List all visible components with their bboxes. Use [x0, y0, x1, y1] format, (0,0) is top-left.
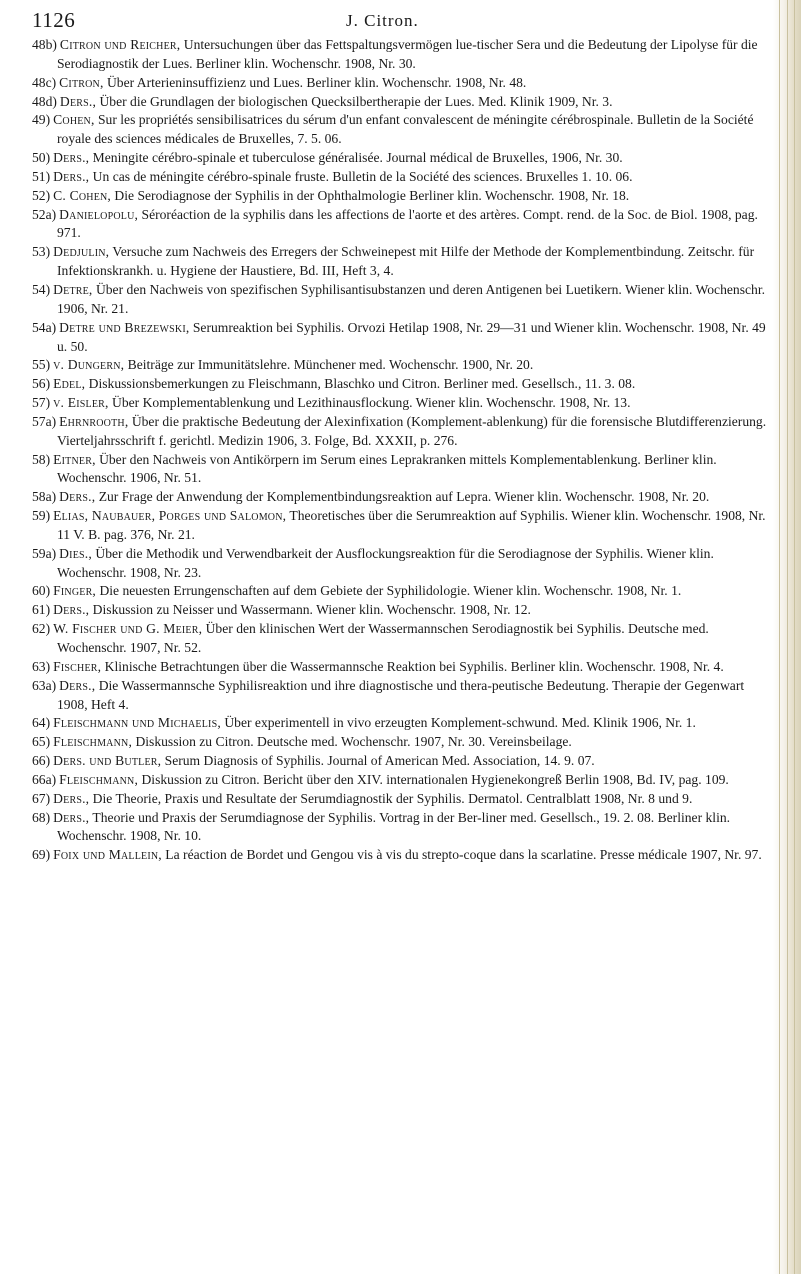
reference-authors: Foix und Mallein, [53, 847, 162, 863]
reference-list [32, 36, 774, 865]
reference-entry [32, 620, 774, 658]
reference-entry [32, 375, 774, 394]
page-number: 1126 [32, 8, 76, 32]
reference-citation: Über die Grundlagen der biologischen Quecksilbertherapie der Lues. Med. Klinik 1909, Nr. 3. [96, 93, 613, 109]
reference-entry [32, 206, 774, 244]
reference-citation: Zur Frage der Anwendung der Komplementbindungsreaktion auf Lepra. Wiener klin. Wochenschr. 1908, Nr. 20. [95, 489, 710, 505]
reference-authors: Dies., [59, 545, 92, 561]
reference-entry [32, 394, 774, 413]
reference-number: 48b) [32, 37, 57, 52]
reference-authors: Danielopolu, [59, 206, 139, 222]
reference-citation: Die Wassermannsche Syphilisreaktion und ihre diagnostische und thera-peutische Bedeutung. Therapie der Gegenwart 1908, Heft 4. [57, 677, 745, 712]
reference-authors: Fleischmann, [53, 734, 133, 750]
reference-entry [32, 36, 774, 74]
reference-number: 62) [32, 621, 51, 637]
reference-entry [32, 149, 774, 168]
reference-authors: Eitner, [53, 451, 96, 467]
reference-number: 48d) [32, 93, 57, 109]
reference-authors: v. Dungern, [53, 357, 125, 373]
reference-authors: Detre, [53, 281, 93, 297]
reference-entry [32, 714, 774, 733]
reference-authors: Edel, [53, 376, 86, 392]
reference-number: 57) [32, 395, 51, 411]
reference-entry [32, 74, 774, 93]
reference-number: 52a) [32, 206, 57, 222]
reference-number: 65) [32, 734, 51, 750]
reference-citation: Über die Methodik und Verwendbarkeit der Ausflockungsreaktion für die Serodiagnose der Syphilis. Wiener klin. Wochenschr. 1908, Nr. 23. [57, 545, 714, 580]
reference-citation: Klinische Betrachtungen über die Wassermannsche Reaktion bei Syphilis. Berliner klin. Wochenschr. 1908, Nr. 4. [101, 658, 724, 674]
reference-citation: Séroréaction de la syphilis dans les affections de l'aorte et des artères. Compt. rend. de la Soc. de Biol. 1908, pag. 971. [57, 206, 758, 241]
reference-citation: Sur les propriétés sensibilisatrices du sérum d'un enfant convalescent de méningite cérébrospinale. Bulletin de la Société royale des sciences médicales de Bruxelles, 7. 5. 06. [57, 112, 754, 147]
reference-citation: Diskussionsbemerkungen zu Fleischmann, Blaschko und Citron. Berliner med. Gesellsch., 11. 3. 08. [85, 376, 636, 392]
reference-number: 54) [32, 281, 51, 297]
reference-citation: Über die praktische Bedeutung der Alexinfixation (Komplement-ablenkung) für die forensische Blutdifferenzierung. Vierteljahrsschrift f. gerichtl. Medizin 1906, 3. Folge, Bd. XXXII, p. 276. [57, 413, 767, 448]
reference-authors: Fleischmann und Michaelis, [53, 715, 221, 731]
reference-number: 58) [32, 451, 51, 467]
reference-number: 64) [32, 715, 51, 731]
reference-number: 51) [32, 168, 51, 184]
reference-number: 52) [32, 187, 51, 203]
reference-citation: Theoretisches über die Serumreaktion auf Syphilis. Wiener klin. Wochenschr. 1908, Nr. 11 V. B. pag. 376, Nr. 21. [57, 508, 766, 542]
reference-number: 53) [32, 244, 51, 260]
book-spine-shadow [773, 0, 801, 1274]
reference-number: 59a) [32, 545, 57, 561]
reference-citation: Über experimentell in vivo erzeugten Komplement-schwund. Med. Klinik 1906, Nr. 1. [220, 715, 696, 731]
reference-entry [32, 846, 774, 865]
reference-entry [32, 582, 774, 601]
reference-entry [32, 413, 774, 451]
reference-authors: Dedjulin, [53, 244, 110, 260]
reference-entry [32, 281, 774, 319]
reference-entry [32, 111, 774, 149]
reference-citation: Diskussion zu Citron. Bericht über den XIV. internationalen Hygienekongreß Berlin 1908, Bd. IV, pag. 109. [138, 771, 729, 787]
reference-entry [32, 319, 774, 357]
reference-number: 57a) [32, 413, 57, 429]
reference-number: 63) [32, 658, 51, 674]
reference-number: 60) [32, 583, 51, 599]
reference-entry [32, 601, 774, 620]
reference-number: 66a) [32, 771, 57, 787]
reference-authors: Elias, Naubauer, Porges und Salomon, [53, 508, 287, 524]
reference-number: 49) [32, 112, 51, 128]
reference-entry [32, 243, 774, 281]
reference-number: 66) [32, 753, 51, 769]
reference-authors: Citron und Reicher, [59, 37, 181, 52]
page-header [32, 8, 732, 34]
reference-number: 48c) [32, 74, 57, 90]
reference-entry [32, 356, 774, 375]
reference-citation: Un cas de méningite cérébro-spinale fruste. Bulletin de la Société des sciences. Bruxelles 1. 10. 06. [89, 168, 633, 184]
reference-entry [32, 752, 774, 771]
reference-authors: Ders., [53, 790, 90, 806]
reference-authors: Ders., [59, 677, 96, 693]
spine-rule [779, 0, 780, 1274]
reference-number: 54a) [32, 319, 57, 335]
reference-citation: Theorie und Praxis der Serumdiagnose der Syphilis. Vortrag in der Ber-liner med. Gesellsch., 19. 2. 08. Berliner klin. Wochenschr. 1908, Nr. 10. [57, 809, 731, 844]
reference-authors: Ders., [59, 93, 97, 109]
reference-entry [32, 451, 774, 489]
reference-number: 56) [32, 376, 51, 392]
reference-number: 67) [32, 790, 51, 806]
reference-entry [32, 677, 774, 715]
reference-entry [32, 545, 774, 583]
reference-citation: Serum Diagnosis of Syphilis. Journal of American Med. Association, 14. 9. 07. [161, 753, 595, 769]
reference-number: 55) [32, 357, 51, 373]
reference-authors: Fischer, [53, 658, 102, 674]
reference-citation: Beiträge zur Immunitätslehre. Münchener med. Wochenschr. 1900, Nr. 20. [124, 357, 534, 373]
reference-entry [32, 771, 774, 790]
reference-citation: Über Arterieninsuffizienz und Lues. Berliner klin. Wochenschr. 1908, Nr. 48. [103, 74, 527, 90]
reference-citation: Über den Nachweis von Antikörpern im Serum eines Leprakranken mittels Komplementablenkung. Berliner klin. Wochenschr. 1906, Nr. 51. [57, 451, 717, 486]
reference-citation: Diskussion zu Citron. Deutsche med. Wochenschr. 1907, Nr. 30. Vereinsbeilage. [132, 734, 572, 750]
reference-authors: v. Eisler, [53, 395, 109, 411]
reference-authors: Ders., [53, 168, 90, 184]
spine-rule [794, 0, 795, 1274]
reference-entry [32, 809, 774, 847]
reference-entry [32, 488, 774, 507]
reference-authors: Finger, [53, 583, 97, 599]
reference-authors: Detre und Brezewski, [59, 319, 190, 335]
reference-authors: C. Cohen, [53, 187, 112, 203]
reference-citation: Meningite cérébro-spinale et tuberculose généralisée. Journal médical de Bruxelles, 1906, Nr. 30. [89, 150, 623, 166]
reference-entry [32, 507, 774, 545]
reference-authors: Ders., [53, 150, 90, 166]
reference-citation: Die Theorie, Praxis und Resultate der Serumdiagnostik der Syphilis. Dermatol. Centralblatt 1908, Nr. 8 und 9. [89, 790, 693, 806]
reference-citation: Über den klinischen Wert der Wassermannschen Serodiagnostik bei Syphilis. Deutsche med. Wochenschr. 1907, Nr. 52. [57, 621, 709, 655]
reference-entry [32, 93, 774, 112]
reference-citation: Die Serodiagnose der Syphilis in der Ophthalmologie Berliner klin. Wochenschr. 1908, Nr. 18. [111, 187, 630, 203]
reference-citation: La réaction de Bordet und Gengou vis à vis du strepto-coque dans la scarlatine. Presse médicale 1907, Nr. 97. [161, 847, 762, 863]
reference-authors: W. Fischer und G. Meier, [53, 621, 203, 637]
reference-number: 59) [32, 508, 51, 524]
reference-entry [32, 187, 774, 206]
reference-authors: Citron, [59, 74, 104, 90]
reference-entry [32, 733, 774, 752]
reference-number: 50) [32, 150, 51, 166]
reference-citation: Versuche zum Nachweis des Erregers der Schweinepest mit Hilfe der Methode der Komplementbindung. Zeitschr. für Infektionskrankh. u. Hygiene der Haustiere, Bd. III, Heft 3, 4. [57, 244, 755, 279]
reference-number: 68) [32, 809, 51, 825]
reference-number: 61) [32, 602, 51, 618]
reference-authors: Ehrnrooth, [59, 413, 129, 429]
reference-authors: Cohen, [53, 112, 95, 128]
reference-number: 58a) [32, 489, 57, 505]
reference-entry [32, 658, 774, 677]
reference-citation: Serumreaktion bei Syphilis. Orvozi Hetilap 1908, Nr. 29—31 und Wiener klin. Wochenschr. 1908, Nr. 49 u. 50. [57, 319, 766, 354]
reference-authors: Ders., [53, 809, 90, 825]
running-head: J. Citron. [346, 11, 419, 30]
reference-citation: Diskussion zu Neisser und Wassermann. Wiener klin. Wochenschr. 1908, Nr. 12. [89, 602, 531, 618]
reference-citation: Untersuchungen über das Fettspaltungsvermögen lue-tischer Sera und die Bedeutung der Lipolyse für die Serodiagnostik der Lues. Berliner klin. Wochenschr. 1908, Nr. 30. [57, 37, 758, 71]
reference-entry [32, 168, 774, 187]
reference-citation: Über Komplementablenkung und Lezithinausflockung. Wiener klin. Wochenschr. 1908, Nr. 13. [108, 395, 631, 411]
reference-number: 63a) [32, 677, 57, 693]
reference-authors: Ders., [53, 602, 90, 618]
reference-citation: Über den Nachweis von spezifischen Syphilisantisubstanzen und deren Antigenen bei Luetikern. Wiener klin. Wochenschr. 1906, Nr. 21. [57, 281, 766, 316]
reference-entry [32, 790, 774, 809]
reference-authors: Fleischmann, [59, 771, 139, 787]
spine-rule [787, 0, 788, 1274]
reference-citation: Die neuesten Errungenschaften auf dem Gebiete der Syphilidologie. Wiener klin. Wochenschr. 1908, Nr. 1. [96, 583, 682, 599]
reference-authors: Ders., [59, 489, 96, 505]
reference-number: 69) [32, 847, 51, 863]
reference-authors: Ders. und Butler, [53, 753, 162, 769]
